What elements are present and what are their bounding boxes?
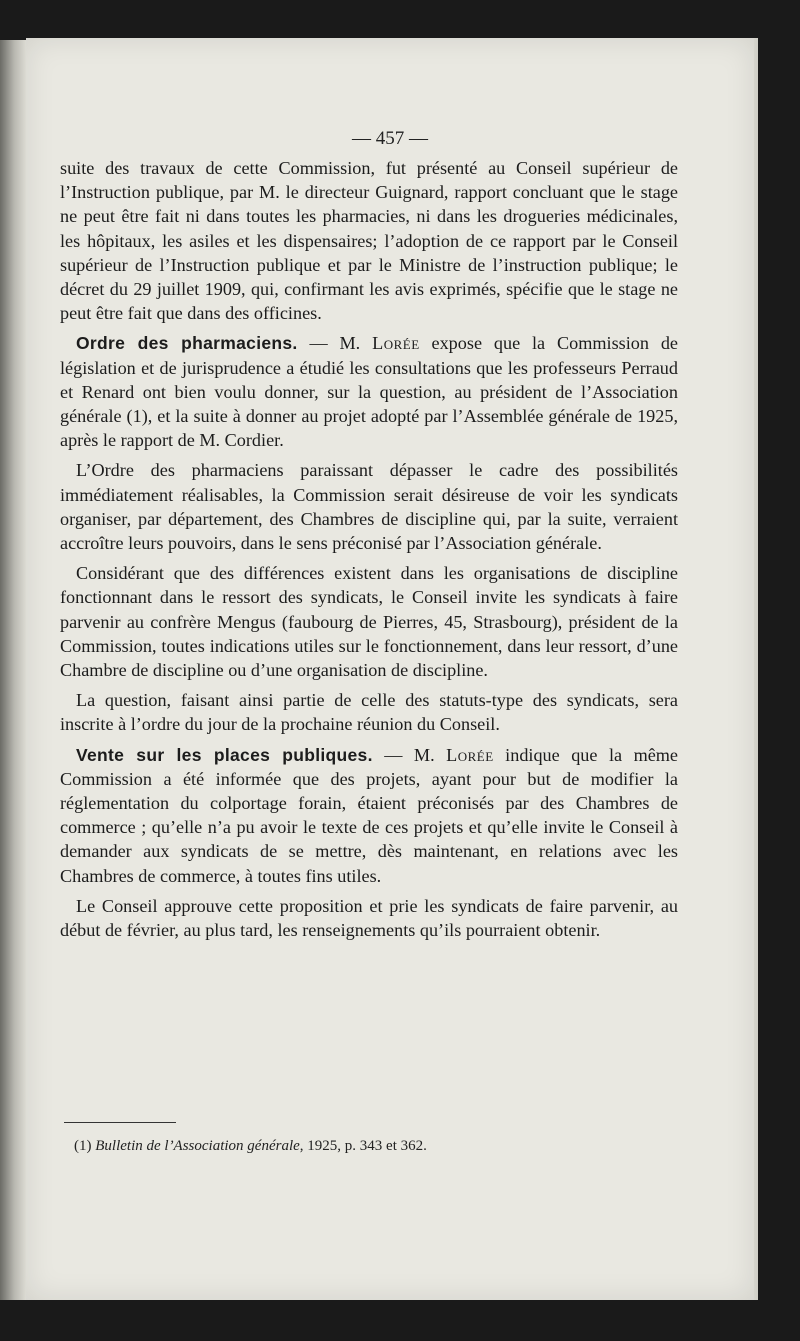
paragraph-continuation: suite des travaux de cette Commission, fut présenté au Conseil supérieur de l’Instruction publique, par M. le directeur Guignard, rapport concluant que le stage ne peut être fait ni dans toutes les pharmacies, ni dans les drogueries médicinales, les hôpitaux, les asiles et les dispensaires; l’adoption de ce rapport par le Conseil supérieur de l’Instruction publique et par le Ministre de l’instruction publique; le décret du 29 juillet 1909, qui, confirmant les avis exprimés, spécifie que le stage ne peut être fait que dans des officines.	[60, 158, 678, 324]
person-name: Lorée	[446, 744, 494, 765]
paragraph-conseil-approuve: Le Conseil approuve cette proposition et prie les syndicats de faire parvenir, au début de février, au plus tard, les renseignements qu’ils pourraient obtenir.	[60, 895, 678, 941]
document-page	[26, 38, 754, 1300]
footnote-marker: (1)	[74, 1138, 96, 1154]
paragraph-vente-places-publiques	[60, 743, 678, 888]
paragraph-ordre-scope: L’Ordre des pharmaciens paraissant dépasser le cadre des possibilités immédiatement réalisables, la Commission serait désireuse de voir les syndicats organiser, par département, des Chambres de discipline qui, par la suite, verraient accroître leurs pouvoirs, dans le sens préconisé par l’Association générale.	[60, 460, 678, 554]
page-number: — 457 —	[352, 128, 428, 149]
heading-dash: — M.	[297, 333, 373, 354]
section-heading-ordre: Ordre des pharmaciens.	[76, 333, 298, 354]
footnote	[74, 1138, 674, 1155]
body-text	[60, 156, 678, 942]
paragraph-text: expose que la Commission de législation et de jurisprudence a étudié les consultations que les professeurs Perraud et Renard ont bien voulu donner, sur la question, au président de l’Association générale (1), et la suite à donner au projet adopté par l’Assemblée générale de 1925, après le rapport de M. Cordier.	[60, 333, 678, 451]
paragraph-ordre-des-pharmaciens	[60, 331, 678, 452]
paragraph-considerant: Considérant que des différences existent dans les organisations de discipline fonctionnant dans le ressort des syndicats, le Conseil invite les syndicats à faire parvenir au confrère Mengus (faubourg de Pierres, 45, Strasbourg), président de la Commission, toutes indications utiles sur le fonctionnement, dans leur ressort, d’une Chambre de discipline ou d’une organisation de discipline.	[60, 563, 678, 681]
footnote-divider	[64, 1122, 176, 1123]
book-spine-edge	[0, 40, 26, 1300]
heading-dash: — M.	[372, 744, 447, 765]
footnote-title: Bulletin de l’Association générale	[95, 1138, 300, 1154]
paragraph-question: La question, faisant ainsi partie de celle des statuts-type des syndicats, sera inscrite à l’ordre du jour de la prochaine réunion du Conseil.	[60, 690, 678, 735]
paragraph-text: indique que la même Commission a été informée que des projets, ayant pour but de modifier la réglementation du colportage forain, étaient préconisés par des Chambres de commerce ; qu’elle n’a pu avoir le texte de ces projets et qu’elle invite le Conseil à demander aux syndicats de se mettre, dès maintenant, en relations avec les Chambres de commerce, à toutes fins utiles.	[60, 744, 679, 886]
section-heading-vente: Vente sur les places publiques.	[76, 744, 373, 765]
person-name: Lorée	[372, 333, 420, 354]
footnote-reference: , 1925, p. 343 et 362.	[299, 1138, 427, 1154]
